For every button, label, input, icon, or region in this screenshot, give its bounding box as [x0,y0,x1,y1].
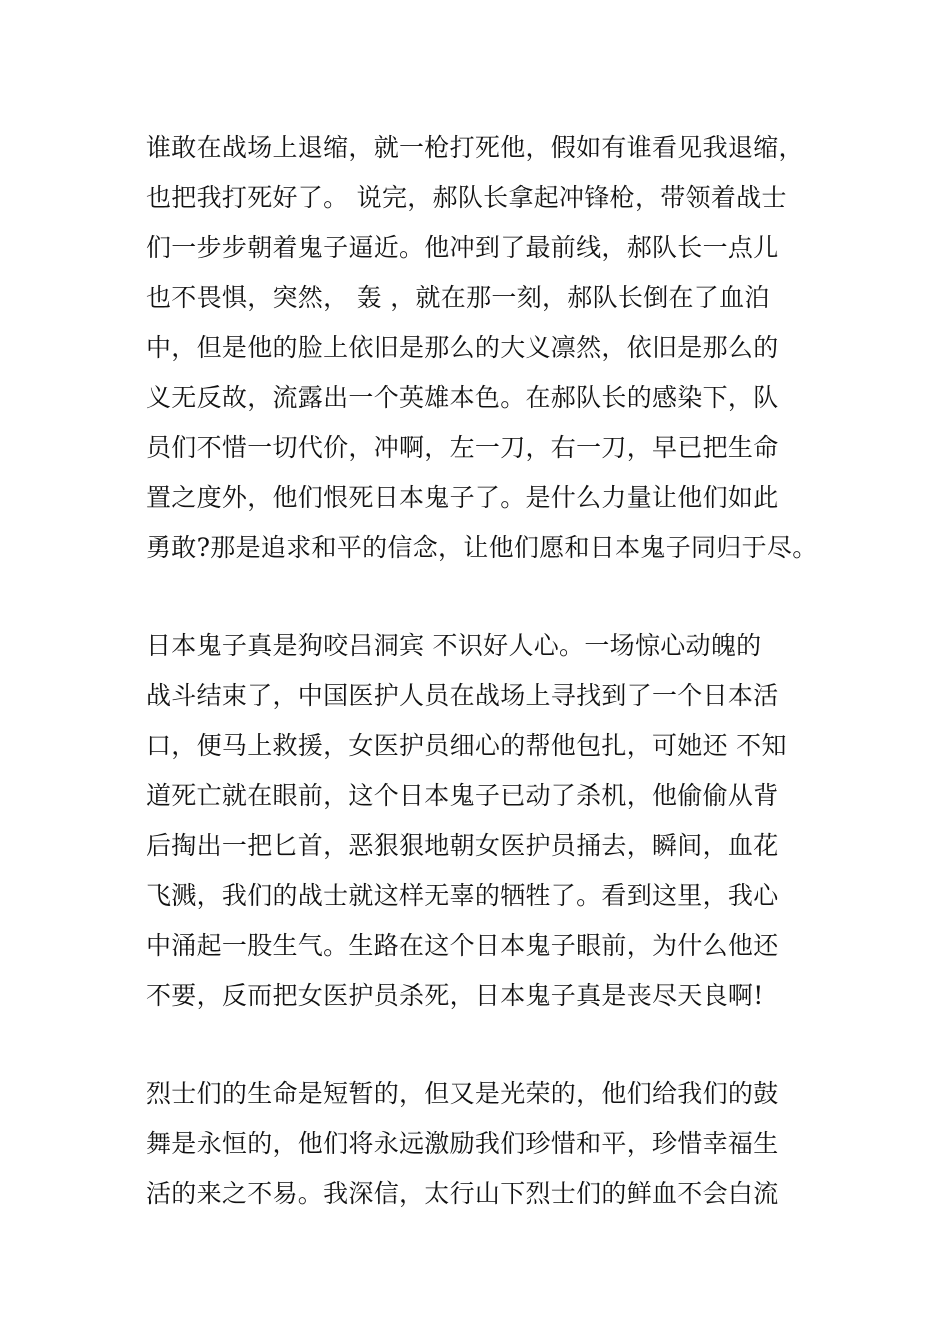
paragraph-line: 置之度外，他们恨死日本鬼子了。是什么力量让他们如此 [146,483,779,512]
paragraph-2 [146,621,826,1021]
paragraph-line: 道死亡就在眼前，这个日本鬼子已动了杀机，他偷偷从背 [146,781,779,810]
paragraph-line: 口，便马上救援，女医护员细心的帮他包扎，可她还 不知 [146,731,787,760]
paragraph-line: 烈士们的生命是短暂的，但又是光荣的，他们给我们的鼓 [146,1079,779,1108]
paragraph-line: 后掏出一把匕首，恶狠狠地朝女医护员捅去，瞬间，血花 [146,831,779,860]
paragraph-line: 勇敢?那是追求和平的信念，让他们愿和日本鬼子同归于尽。 [146,533,818,562]
paragraph-line: 也把我打死好了。 说完，郝队长拿起冲锋枪，带领着战士 [146,183,787,212]
paragraph-line: 中涌起一股生气。生路在这个日本鬼子眼前，为什么他还 [146,931,779,960]
paragraph-line: 活的来之不易。我深信，太行山下烈士们的鲜血不会白流 [146,1179,779,1208]
paragraph-line: 员们不惜一切代价，冲啊，左一刀，右一刀，早已把生命 [146,433,779,462]
paragraph-line: 不要，反而把女医护员杀死，日本鬼子真是丧尽天良啊! [146,981,764,1010]
paragraph-line: 飞溅，我们的战士就这样无辜的牺牲了。看到这里，我心 [146,881,779,910]
paragraph-1 [146,123,826,573]
paragraph-line: 中，但是他的脸上依旧是那么的大义凛然，依旧是那么的 [146,333,779,362]
paragraph-line: 舞是永恒的，他们将永远激励我们珍惜和平，珍惜幸福生 [146,1129,779,1158]
paragraph-line: 谁敢在战场上退缩，就一枪打死他，假如有谁看见我退缩， [146,133,804,162]
paragraph-line: 日本鬼子真是狗咬吕洞宾 不识好人心。一场惊心动魄的 [146,631,762,660]
paragraph-line: 们一步步朝着鬼子逼近。他冲到了最前线，郝队长一点儿 [146,233,779,262]
paragraph-line: 也不畏惧，突然， 轰 ，就在那一刻，郝队长倒在了血泊 [146,283,770,312]
paragraph-3 [146,1069,826,1219]
paragraph-line: 义无反故，流露出一个英雄本色。在郝队长的感染下，队 [146,383,779,412]
paragraph-line: 战斗结束了，中国医护人员在战场上寻找到了一个日本活 [146,681,779,710]
